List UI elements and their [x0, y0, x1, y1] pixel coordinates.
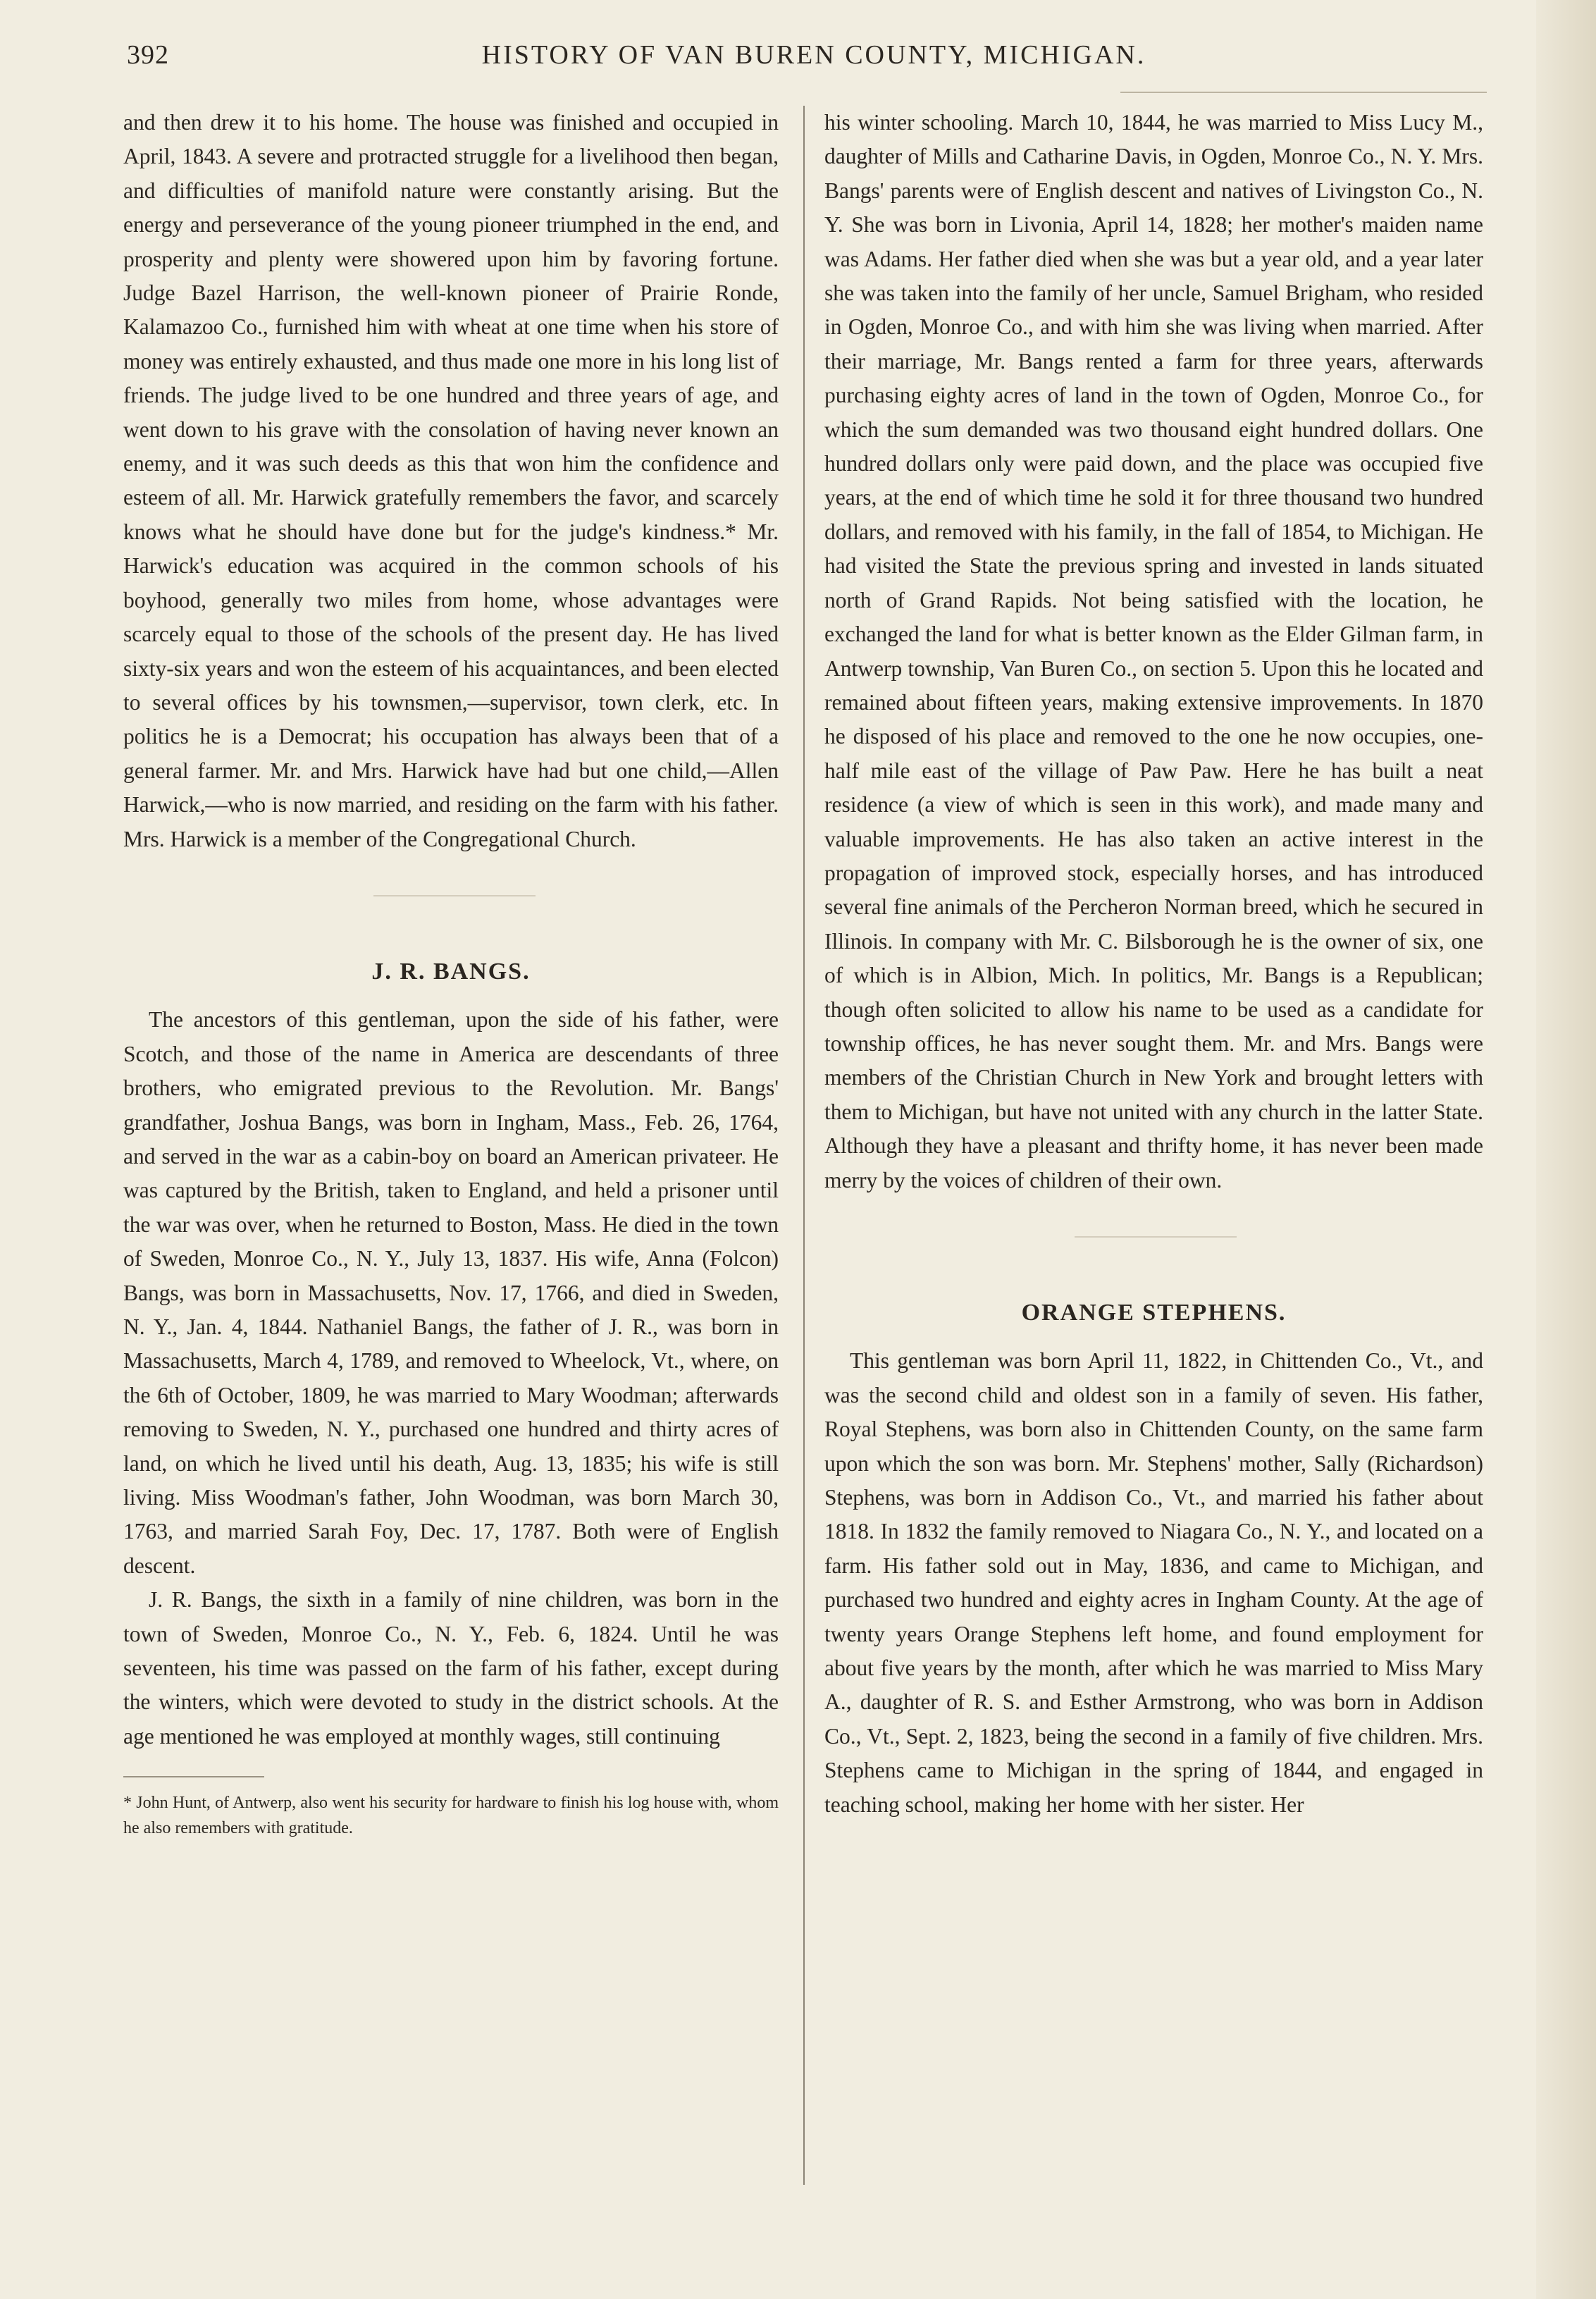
- page-edge: [1536, 0, 1596, 2299]
- bangs-section-title: J. R. BANGS.: [371, 958, 531, 985]
- stephens-section-title: ORANGE STEPHENS.: [1021, 1300, 1287, 1326]
- bangs-paragraph-3: his winter schooling. March 10, 1844, he was married to Miss Lucy M., daughter of Mills and Catharine Davis, in Ogden, Monroe Co., N. Y. Mrs. Bangs' parents were of English descent and natives of Livingston Co., N. Y. She was born in Livonia, April 14, 1828; her mother's maiden name was Adams. Her father died when she was but a year old, and a year later she was taken into the family of her uncle, Samuel Brigham, who resided in Ogden, Monroe Co., and with him she was living when married. After their marriage, Mr. Bangs rented a farm for three years, afterwards purchasing eighty acres of land in the town of Ogden, Monroe Co., for which the sum demanded was two thousand eight hundred dollars. One hundred dollars only were paid down, and the place was occupied five years, at the end of which time he sold it for three thousand two hundred dollars, and removed with his family, in the fall of 1854, to Michigan. He had visited the State the previous spring and invested in lands situated north of Grand Rapids. Not being satisfied with the location, he exchanged the land for what is better known as the Elder Gilman farm, in Antwerp township, Van Buren Co., on section 5. Upon this he located and remained about fifteen years, making extensive improvements. In 1870 he disposed of his place and removed to the one he now occupies, one-half mile east of the village of Paw Paw. Here he has built a neat residence (a view of which is seen in this work), and made many and valuable improvements. He has also taken an active interest in the propagation of improved stock, especially horses, and has introduced several fine animals of the Percheron Norman breed, which he secured in Illinois. In company with Mr. C. Bilsborough he is the owner of six, one of which is in Albion, Mich. In politics, Mr. Bangs is a Republican; though often solicited to allow his name to be used as a candidate for township offices, he has never sought them. Mr. and Mrs. Bangs were members of the Christian Church in New York and brought letters with them to Michigan, but have not united with any church in the latter State. Although they have a pleasant and thrifty home, it has never been made merry by the voices of children of their own.: [824, 110, 1483, 1192]
- footnote-rule: [123, 1776, 264, 1777]
- section-break: [123, 856, 779, 955]
- footnote: * John Hunt, of Antwerp, also went his security for hardware to finish his log house with, whom he also remembers with gratitude.: [123, 1794, 779, 1838]
- section-divider: [373, 895, 536, 896]
- bangs-paragraph-2: J. R. Bangs, the sixth in a family of nine children, was born in the town of Sweden, Monroe Co., N. Y., Feb. 6, 1824. Until he was seventeen, his time was passed on the farm of his father, except during the winters, which were devoted to study in the district schools. At the age mentioned he was employed at monthly wages, still continuing: [123, 1587, 779, 1749]
- right-column: [824, 106, 1483, 1822]
- page-header: [106, 37, 1494, 86]
- bangs-paragraph-1: The ancestors of this gentleman, upon the side of his father, were Scotch, and those of the name in America are descendants of three brothers, who emigrated previous to the Revolution. Mr. Bangs' grandfather, Joshua Bangs, was born in Ingham, Mass., Feb. 26, 1764, and served in the war as a cabin-boy on board an American privateer. He was captured by the British, taken to England, and held a prisoner until the war was over, when he returned to Boston, Mass. He died in the town of Sweden, Monroe Co., N. Y., July 13, 1837. His wife, Anna (Folcon) Bangs, was born in Massachusetts, Nov. 17, 1766, and died in Sweden, N. Y., Jan. 4, 1844. Nathaniel Bangs, the father of J. R., was born in Massachusetts, March 4, 1789, and removed to Wheelock, Vt., where, on the 6th of October, 1809, he was married to Mary Woodman; afterwards removing to Sweden, N. Y., purchased one hundred and thirty acres of land, on which he lived until his death, Aug. 13, 1835; his wife is still living. Miss Woodman's father, John Woodman, was born March 30, 1763, and married Sarah Foy, Dec. 17, 1787. Both were of English descent.: [123, 1007, 779, 1578]
- left-column: [123, 106, 779, 1841]
- section-break: [824, 1197, 1483, 1296]
- column-divider: [803, 106, 805, 2185]
- running-title: HISTORY OF VAN BUREN COUNTY, MICHIGAN.: [481, 40, 1146, 70]
- harwick-paragraph: and then drew it to his home. The house was finished and occupied in April, 1843. A severe and protracted struggle for a livelihood then began, and difficulties of manifold nature were constantly arising. But the energy and perseverance of the young pioneer triumphed in the end, and prosperity and plenty were showered upon him by favoring fortune. Judge Bazel Harrison, the well-known pioneer of Prairie Ronde, Kalamazoo Co., furnished him with wheat at one time when his store of money was entirely exhausted, and thus made one more in his long list of friends. The judge lived to be one hundred and three years of age, and went down to his grave with the consolation of having never known an enemy, and it was such deeds as this that won him the confidence and esteem of all. Mr. Harwick gratefully remembers the favor, and scarcely knows what he should have done but for the judge's kindness.* Mr. Harwick's education was acquired in the common schools of his boyhood, generally two miles from home, whose advantages were scarcely equal to those of the schools of the present day. He has lived sixty-six years and won the esteem of his acquaintances, and been elected to several offices by his townsmen,—supervisor, town clerk, etc. In politics he is a Democrat; his occupation has always been that of a general farmer. Mr. and Mrs. Harwick have had but one child,—Allen Harwick,—who is now married, and residing on the farm with his father. Mrs. Harwick is a member of the Congregational Church.: [123, 110, 779, 851]
- stephens-paragraph: This gentleman was born April 11, 1822, in Chittenden Co., Vt., and was the second child and oldest son in a family of seven. His father, Royal Stephens, was born also in Chittenden County, on the same farm upon which the son was born. Mr. Stephens' mother, Sally (Richardson) Stephens, was born in Addison Co., Vt., and married his father about 1818. In 1832 the family removed to Niagara Co., N. Y., and located on a farm. His father sold out in May, 1836, and came to Michigan, and purchased two hundred and eighty acres in Ingham County. At the age of twenty years Orange Stephens left home, and found employment for about five years by the month, after which he was married to Miss Mary A., daughter of R. S. and Esther Armstrong, who was born in Addison Co., Vt., Sept. 2, 1823, being the second in a family of five children. Mrs. Stephens came to Michigan in the spring of 1844, and engaged in teaching school, making her home with her sister. Her: [824, 1348, 1483, 1817]
- header-rule: [1120, 92, 1487, 93]
- page-number: 392: [127, 40, 169, 70]
- section-divider: [1075, 1236, 1237, 1238]
